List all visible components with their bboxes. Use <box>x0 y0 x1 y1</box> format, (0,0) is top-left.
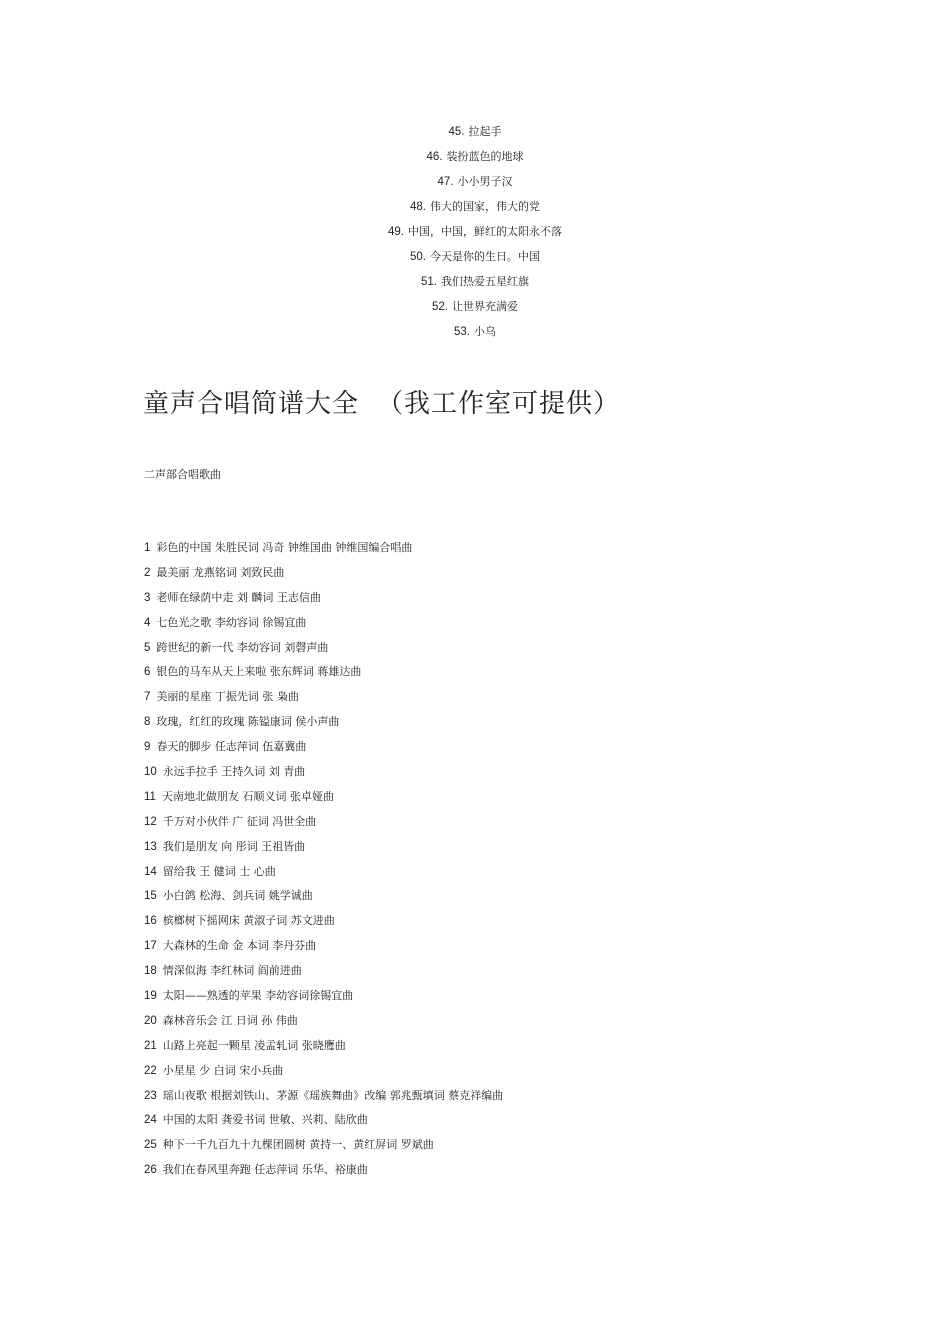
item-number: 50. <box>410 251 426 263</box>
list-item <box>144 862 503 887</box>
page-title <box>143 383 620 420</box>
item-text: 山路上亮起一颗星 凌孟轧词 张晓鹰曲 <box>162 1038 346 1052</box>
item-number: 24 <box>144 1114 157 1127</box>
item-number: 52. <box>432 301 448 313</box>
item-title: 装扮蓝色的地球 <box>446 150 524 163</box>
list-item <box>144 588 503 613</box>
item-number: 16 <box>144 915 157 928</box>
item-number: 26 <box>144 1164 157 1177</box>
list-item <box>144 1135 503 1160</box>
title-text: 童声合唱简谱大全 <box>143 389 360 419</box>
item-text: 春天的脚步 任志萍词 伍嘉冀曲 <box>156 740 307 754</box>
item-text: 我们在春风里奔跑 任志萍词 乐华、裕康曲 <box>162 1163 368 1177</box>
list-item <box>144 886 503 911</box>
item-number: 18 <box>144 965 157 978</box>
list-item <box>144 911 503 936</box>
item-number: 46. <box>426 151 443 163</box>
list-item <box>144 563 503 588</box>
item-number: 14 <box>144 865 157 878</box>
item-number: 19 <box>144 990 157 1003</box>
list-item <box>144 787 503 812</box>
list-item <box>144 1110 503 1135</box>
item-number: 21 <box>144 1039 157 1052</box>
item-text: 永远手拉手 王持久词 刘 青曲 <box>162 765 306 779</box>
list-item <box>144 1061 503 1086</box>
item-text: 太阳——熟透的苹果 李幼容词徐锡宜曲 <box>162 989 354 1003</box>
item-number: 25 <box>144 1139 157 1152</box>
item-number: 53. <box>454 326 470 338</box>
list-item <box>144 687 503 712</box>
item-number: 4 <box>144 616 151 629</box>
item-text: 老师在绿荫中走 刘 麟词 王志信曲 <box>156 590 321 604</box>
list-item <box>0 172 950 197</box>
list-item <box>144 936 503 961</box>
item-number: 9 <box>144 741 151 754</box>
item-number: 51. <box>421 276 437 288</box>
item-text: 小星星 少 白词 宋小兵曲 <box>162 1063 284 1077</box>
item-number: 5 <box>144 641 151 654</box>
item-title: 伟大的国家，伟大的党 <box>430 200 540 213</box>
list-item <box>144 1086 503 1111</box>
list-item <box>144 986 503 1011</box>
item-number: 17 <box>144 940 157 953</box>
item-number: 22 <box>144 1064 157 1077</box>
item-text: 美丽的星座 丁振先词 张 枭曲 <box>156 690 299 704</box>
item-text: 跨世纪的新一代 李幼容词 刘磬声曲 <box>156 640 329 654</box>
item-number: 12 <box>144 815 157 828</box>
list-item <box>144 613 503 638</box>
list-item <box>0 222 950 247</box>
item-text: 小白鸽 松海、剑兵词 姚学诚曲 <box>162 889 313 903</box>
list-item <box>0 322 950 347</box>
item-number: 20 <box>144 1014 157 1027</box>
item-title: 小小男子汉 <box>457 175 513 188</box>
list-item <box>144 1036 503 1061</box>
item-text: 最美丽 龙燕铭词 刘致民曲 <box>156 565 285 579</box>
item-text: 大森林的生命 金 本词 李丹芬曲 <box>162 939 317 953</box>
list-item <box>0 197 950 222</box>
list-item <box>144 961 503 986</box>
list-item <box>0 147 950 172</box>
item-number: 10 <box>144 766 157 779</box>
item-text: 森林音乐会 江 日词 孙 伟曲 <box>162 1013 298 1027</box>
item-text: 种下一千九百九十九棵团圆树 黄持一、黄红屏词 罗斌曲 <box>162 1138 434 1152</box>
list-item <box>144 662 503 687</box>
item-text: 千万对小伙伴 广 征词 冯世全曲 <box>162 814 317 828</box>
item-title: 小乌 <box>474 325 496 338</box>
item-text: 瑶山夜歌 根据刘铁山、茅源《瑶族舞曲》改编 郭兆甄填词 蔡克祥编曲 <box>162 1088 504 1102</box>
item-title: 今天是你的生日。中国 <box>430 250 540 263</box>
list-item <box>144 1160 503 1185</box>
item-number: 23 <box>144 1089 157 1102</box>
list-item <box>144 1011 503 1036</box>
item-text: 彩色的中国 朱胜民词 冯奇 钟维国曲 钟维国编合唱曲 <box>156 541 413 554</box>
item-text: 中国的太阳 龚爱书词 世敏、兴莉、陆欣曲 <box>162 1113 368 1127</box>
section-heading: 二声部合唱歌曲 <box>144 468 221 481</box>
item-text: 天南地北做朋友 石顺义词 张卓娅曲 <box>161 789 334 803</box>
list-item <box>144 712 503 737</box>
list-item <box>0 297 950 322</box>
item-number: 6 <box>144 666 151 679</box>
item-number: 15 <box>144 890 157 903</box>
item-title: 我们热爱五星红旗 <box>441 275 529 288</box>
item-number: 47. <box>437 176 454 188</box>
item-number: 11 <box>144 790 156 803</box>
list-item <box>0 247 950 272</box>
item-number: 7 <box>144 691 151 704</box>
item-number: 1 <box>144 542 151 554</box>
list-item <box>144 638 503 663</box>
item-text: 情深似海 李红林词 阎前进曲 <box>162 964 302 978</box>
song-list <box>144 538 503 1185</box>
list-item <box>0 272 950 297</box>
item-title: 让世界充满爱 <box>452 300 518 313</box>
title-note: （我工作室可提供） <box>377 389 621 419</box>
item-number: 49. <box>388 226 404 238</box>
item-number: 13 <box>144 840 157 853</box>
item-title: 拉起手 <box>468 125 502 138</box>
list-item <box>144 837 503 862</box>
item-text: 银色的马车从天上来啦 张东辉词 蒋雄达曲 <box>156 665 362 679</box>
item-number: 2 <box>144 566 151 579</box>
item-number: 45. <box>448 126 465 138</box>
item-number: 48. <box>410 201 426 213</box>
list-item <box>144 762 503 787</box>
item-text: 我们是朋友 向 彤词 王祖皆曲 <box>162 839 306 853</box>
item-number: 8 <box>144 716 151 729</box>
item-text: 七色光之歌 李幼容词 徐锡宜曲 <box>156 615 307 629</box>
song-list-continued <box>0 122 950 347</box>
item-number: 3 <box>144 591 151 604</box>
list-item <box>144 538 503 563</box>
list-item <box>144 737 503 762</box>
list-item <box>0 122 950 147</box>
item-title: 中国，中国，鲜红的太阳永不落 <box>408 225 562 238</box>
item-text: 槟榔树下摇网床 黄淑子词 苏文进曲 <box>162 914 335 928</box>
list-item <box>144 812 503 837</box>
item-text: 玫瑰，红红的玫瑰 陈镒康词 侯小声曲 <box>156 715 340 729</box>
item-text: 留给我 王 健词 士 心曲 <box>162 864 276 878</box>
